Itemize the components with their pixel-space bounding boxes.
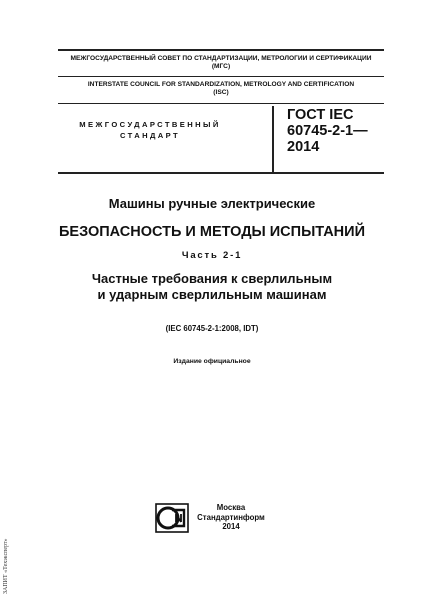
subtitle-line1: Частные требования к сверлильным bbox=[91, 271, 333, 286]
subtitle-line2: и ударным сверлильным машинам bbox=[97, 287, 327, 302]
iec-reference: (IEC 60745-2-1:2008, IDT) bbox=[165, 324, 259, 333]
council-abbr-ru: (МГС) bbox=[211, 62, 231, 70]
issuing-council-block bbox=[58, 49, 384, 104]
title-part: Часть 2-1 bbox=[181, 250, 243, 261]
publisher-city: Москва bbox=[216, 503, 246, 512]
council-bottom-rule bbox=[58, 103, 384, 105]
publisher-name: Стандартинформ bbox=[197, 512, 265, 522]
standartinform-logo-icon bbox=[155, 503, 189, 533]
gost-line3: 2014 bbox=[287, 139, 320, 155]
council-separator bbox=[58, 76, 384, 77]
council-name-en: INTERSTATE COUNCIL FOR STANDARDIZATION, METROLOGY AND CERTIFICATION bbox=[87, 80, 355, 88]
gost-designation bbox=[287, 107, 397, 155]
council-name-ru: МЕЖГОСУДАРСТВЕННЫЙ СОВЕТ ПО СТАНДАРТИЗАЦИИ, МЕТРОЛОГИИ И СЕРТИФИКАЦИИ bbox=[70, 54, 372, 62]
document-title-block bbox=[40, 196, 384, 366]
standard-type-line2: СТАНДАРТ bbox=[119, 131, 181, 140]
publisher-block bbox=[196, 503, 266, 532]
header-bottom-rule bbox=[58, 172, 384, 174]
publisher-year: 2014 bbox=[222, 522, 240, 532]
standard-type-line1: МЕЖГОСУДАРСТВЕННЫЙ bbox=[79, 120, 221, 129]
council-abbr-en: (ISC) bbox=[213, 88, 229, 96]
edition-label: Издание официальное bbox=[173, 358, 251, 365]
gost-line1: ГОСТ IEC bbox=[287, 107, 354, 123]
side-watermark-note: ЗАПИТ «Техэксперт» bbox=[3, 538, 9, 594]
header-vertical-divider bbox=[272, 106, 274, 172]
gost-line2: 60745-2-1— bbox=[287, 123, 368, 139]
standard-type-label bbox=[70, 119, 230, 141]
top-rule bbox=[58, 49, 384, 51]
title-main: Машины ручные электрические bbox=[108, 196, 316, 211]
title-safety: БЕЗОПАСНОСТЬ И МЕТОДЫ ИСПЫТАНИЙ bbox=[58, 224, 365, 240]
